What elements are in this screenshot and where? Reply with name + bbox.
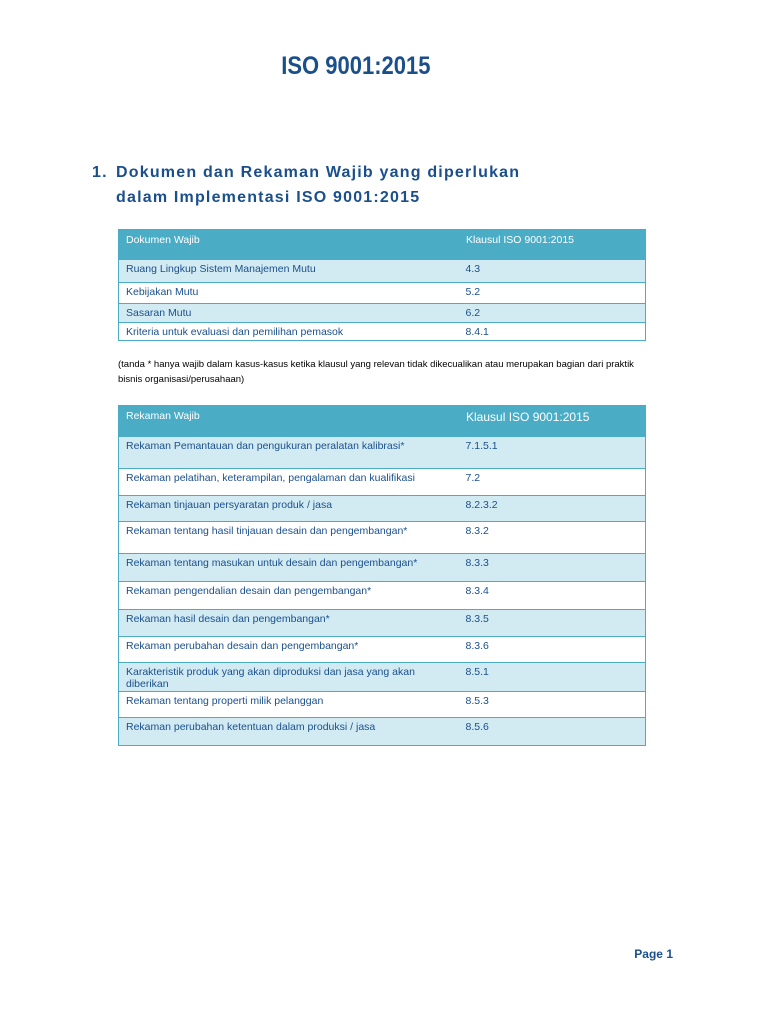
record-name: Rekaman pelatihan, keterampilan, pengalaman dan kualifikasi	[119, 469, 459, 496]
document-clause: 6.2	[459, 304, 646, 323]
table-row	[119, 260, 646, 283]
documents-header-clause: Klausul ISO 9001:2015	[459, 230, 646, 260]
document-clause: 4.3	[459, 260, 646, 283]
record-clause: 7.1.5.1	[459, 437, 646, 469]
table-row	[119, 582, 646, 610]
table-row	[119, 496, 646, 522]
table-row	[119, 522, 646, 554]
table-row	[119, 554, 646, 582]
section-heading-text: Dokumen dan Rekaman Wajib yang diperlukan dalam Implementasi ISO 9001:2015	[116, 164, 521, 206]
table-row	[119, 610, 646, 637]
record-clause: 8.2.3.2	[459, 496, 646, 522]
record-clause: 8.3.5	[459, 610, 646, 637]
table-row	[119, 692, 646, 718]
records-table	[118, 405, 646, 746]
documents-table-header-row	[119, 230, 646, 260]
record-clause: 8.3.6	[459, 637, 646, 663]
table-row	[119, 663, 646, 692]
document-name: Ruang Lingkup Sistem Manajemen Mutu	[119, 260, 459, 283]
table-row	[119, 718, 646, 746]
table-row	[119, 637, 646, 663]
record-name: Rekaman pengendalian desain dan pengembangan*	[119, 582, 459, 610]
section-heading	[92, 160, 552, 210]
page-number: Page 1	[634, 947, 673, 961]
document-name: Kebijakan Mutu	[119, 283, 459, 304]
table-row	[119, 469, 646, 496]
records-header-clause: Klausul ISO 9001:2015	[459, 406, 646, 437]
record-name: Rekaman tentang properti milik pelanggan	[119, 692, 459, 718]
record-name: Rekaman tentang masukan untuk desain dan pengembangan*	[119, 554, 459, 582]
records-header-record: Rekaman Wajib	[119, 406, 459, 437]
table-row	[119, 323, 646, 341]
documents-table	[118, 229, 646, 341]
document-name: Sasaran Mutu	[119, 304, 459, 323]
record-clause: 8.5.3	[459, 692, 646, 718]
record-name: Rekaman tinjauan persyaratan produk / jasa	[119, 496, 459, 522]
record-name: Karakteristik produk yang akan diproduksi dan jasa yang akan diberikan	[119, 663, 459, 692]
record-clause: 8.3.3	[459, 554, 646, 582]
table-row	[119, 304, 646, 323]
record-clause: 8.5.1	[459, 663, 646, 692]
document-name: Kriteria untuk evaluasi dan pemilihan pemasok	[119, 323, 459, 341]
document-clause: 8.4.1	[459, 323, 646, 341]
record-name: Rekaman perubahan desain dan pengembangan*	[119, 637, 459, 663]
record-clause: 8.5.6	[459, 718, 646, 746]
section-number: 1.	[92, 164, 108, 181]
record-name: Rekaman tentang hasil tinjauan desain dan pengembangan*	[119, 522, 459, 554]
records-table-header-row	[119, 406, 646, 437]
record-clause: 8.3.4	[459, 582, 646, 610]
record-name: Rekaman Pemantauan dan pengukuran peralatan kalibrasi*	[119, 437, 459, 469]
record-name: Rekaman hasil desain dan pengembangan*	[119, 610, 459, 637]
documents-header-document: Dokumen Wajib	[119, 230, 459, 260]
table-row	[119, 437, 646, 469]
table-row	[119, 283, 646, 304]
record-clause: 8.3.2	[459, 522, 646, 554]
document-title: ISO 9001:2015	[281, 52, 431, 80]
footnote-text: (tanda * hanya wajib dalam kasus-kasus ketika klausul yang relevan tidak dikecualikan atau merupakan bagian dari praktik bisnis organisasi/perusahaan)	[118, 359, 634, 385]
document-clause: 5.2	[459, 283, 646, 304]
record-clause: 7.2	[459, 469, 646, 496]
record-name: Rekaman perubahan ketentuan dalam produksi / jasa	[119, 718, 459, 746]
